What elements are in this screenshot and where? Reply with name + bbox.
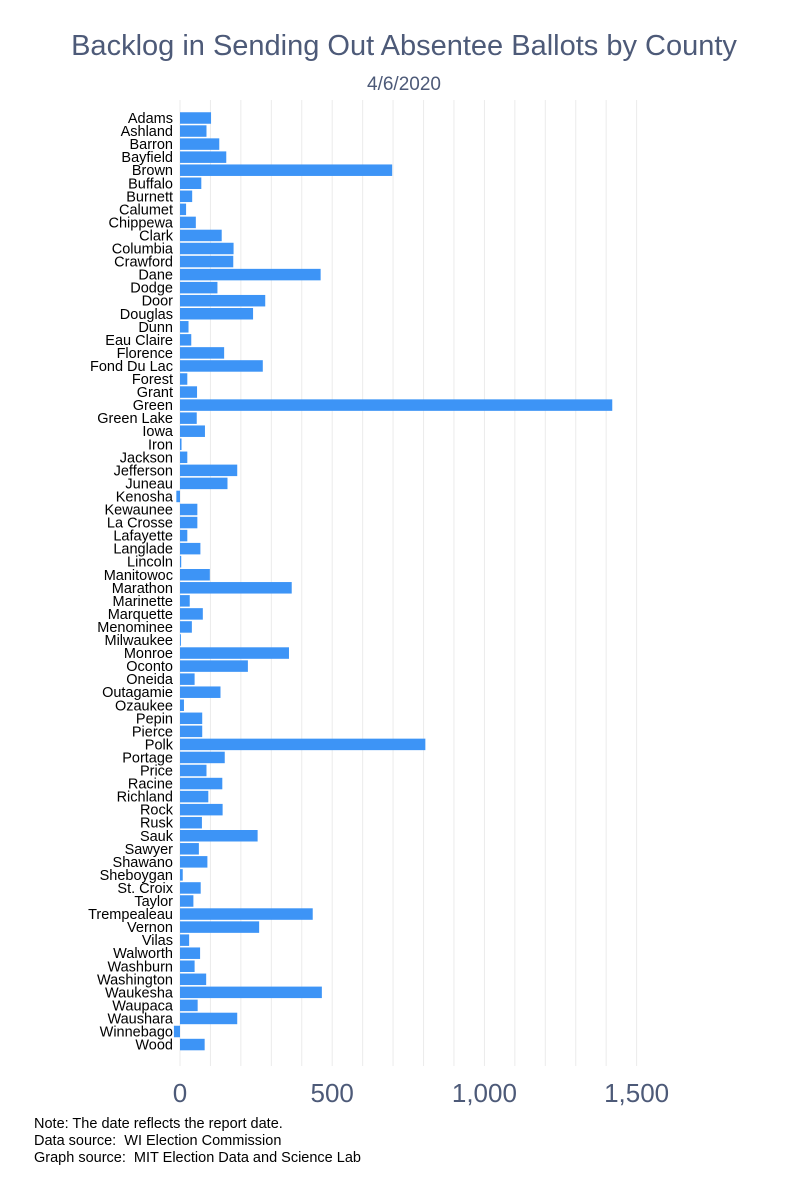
bar [180, 713, 202, 725]
bar [180, 700, 184, 712]
category-label: Marinette [112, 593, 173, 610]
bar [180, 921, 259, 933]
bar [180, 334, 191, 346]
bar [180, 673, 195, 685]
bar [180, 765, 206, 777]
bar [180, 360, 263, 372]
bar [180, 1013, 237, 1024]
bar [180, 439, 182, 451]
category-label: Burnett [126, 189, 173, 206]
bar [180, 256, 233, 267]
bar [180, 869, 183, 881]
bar [180, 373, 187, 385]
category-label: Vernon [127, 920, 173, 937]
bar [180, 974, 206, 986]
bar [180, 569, 210, 581]
bar [180, 452, 187, 464]
bar [180, 151, 226, 163]
category-label: Grant [136, 385, 173, 402]
bar [180, 608, 203, 620]
category-label: Lincoln [127, 554, 173, 571]
category-label: Milwaukee [104, 633, 173, 649]
x-tick-label: 1,500 [604, 1078, 670, 1108]
category-label: Trempealeau [88, 907, 173, 924]
bar [180, 399, 612, 411]
bar [180, 517, 197, 529]
bar [180, 804, 223, 816]
category-label: Waushara [107, 1011, 173, 1028]
bar [180, 478, 227, 490]
bar [180, 112, 211, 124]
bar [180, 752, 225, 764]
bar [180, 634, 181, 646]
bar [180, 504, 197, 516]
category-label: Forest [131, 372, 173, 388]
category-label: Dodge [130, 280, 173, 297]
category-label: La Crosse [106, 515, 173, 532]
bar [180, 739, 425, 751]
bar [180, 347, 224, 359]
bar [180, 191, 192, 203]
bar [180, 726, 202, 738]
category-label: Lafayette [113, 528, 173, 545]
category-label: Door [141, 293, 173, 310]
bar [180, 882, 201, 894]
category-label: Menominee [97, 619, 173, 636]
bar [180, 621, 192, 633]
bar [180, 282, 217, 294]
category-label: Sawyer [124, 841, 173, 858]
category-label: Portage [122, 750, 173, 767]
category-label: Dunn [138, 319, 173, 336]
category-label: Bayfield [121, 150, 173, 167]
bar [180, 425, 205, 437]
bar [180, 817, 202, 829]
category-label: Pierce [131, 724, 173, 741]
category-label: Jackson [119, 450, 173, 467]
bar [180, 556, 181, 568]
category-label: Oconto [126, 659, 173, 676]
bar [180, 908, 313, 920]
bar [180, 138, 219, 150]
bar [174, 1026, 180, 1038]
category-label: Monroe [123, 646, 173, 663]
category-label: Winnebago [99, 1024, 173, 1041]
bar [180, 660, 248, 672]
bar [180, 686, 220, 698]
category-label: Douglas [119, 306, 173, 323]
category-label: Iron [148, 437, 173, 454]
category-label: Outagamie [102, 685, 173, 702]
category-label: Green Lake [97, 411, 173, 428]
category-label: Kenosha [115, 489, 173, 506]
category-label: Manitowoc [103, 567, 173, 584]
category-label: Oneida [126, 672, 173, 689]
category-label: Rock [139, 802, 173, 819]
category-label: Washington [96, 972, 173, 989]
category-label: Barron [129, 137, 173, 154]
bar [180, 843, 199, 855]
category-label: Walworth [113, 946, 173, 963]
bar [180, 1000, 198, 1012]
category-label: Florence [116, 345, 173, 362]
category-label: Richland [116, 789, 173, 806]
category-label: Waupaca [112, 998, 173, 1015]
category-label: Sauk [139, 828, 173, 845]
category-label: Wood [135, 1037, 173, 1054]
bar [180, 386, 197, 398]
bar [180, 243, 234, 255]
x-tick-label: 1,000 [451, 1078, 517, 1108]
bar [180, 530, 187, 542]
bar [176, 491, 180, 503]
graph-source-line: Graph source: MIT Election Data and Science Lab [34, 1150, 361, 1166]
bar [180, 595, 190, 607]
note-line: Note: The date reflects the report date. [34, 1116, 283, 1132]
category-label: Shawano [112, 854, 173, 871]
bar [180, 164, 392, 176]
category-label: Brown [131, 163, 173, 180]
footnotes [34, 1116, 361, 1167]
category-label: Juneau [125, 476, 173, 493]
category-label: Clark [139, 228, 173, 245]
bar [180, 230, 222, 242]
category-label: St. Croix [117, 880, 173, 897]
category-label: Crawford [114, 254, 173, 271]
bar [180, 791, 208, 803]
category-label: Fond Du Lac [89, 358, 173, 375]
category-label: Marquette [107, 606, 173, 623]
bar [180, 947, 200, 959]
x-tick-label: 0 [172, 1078, 188, 1108]
bar [180, 830, 258, 842]
category-label: Iowa [142, 424, 173, 441]
bar [180, 934, 189, 946]
category-label: Columbia [111, 241, 173, 258]
bar [180, 295, 265, 307]
category-label: Calumet [119, 202, 173, 219]
category-label: Kewaunee [104, 502, 173, 519]
chart-title: Backlog in Sending Out Absentee Ballots by County [71, 30, 737, 62]
bar [180, 582, 292, 594]
category-label: Ozaukee [114, 698, 173, 715]
x-tick-label: 500 [310, 1078, 354, 1108]
bar [180, 178, 201, 190]
category-label: Buffalo [128, 176, 173, 193]
chart-subtitle: 4/6/2020 [367, 74, 441, 95]
category-label: Ashland [120, 124, 173, 141]
bar [180, 856, 207, 868]
category-label: Racine [127, 776, 173, 793]
bar [180, 1039, 205, 1051]
category-label: Chippewa [108, 215, 173, 232]
bar [180, 269, 321, 281]
bar [180, 125, 206, 137]
bar [180, 412, 197, 424]
bar [180, 543, 200, 555]
bar [180, 987, 322, 999]
category-label: Polk [144, 737, 173, 754]
bar [180, 465, 237, 477]
category-label: Waukesha [105, 985, 173, 1002]
category-label: Green [132, 398, 173, 415]
bar [180, 895, 193, 907]
category-label: Jefferson [113, 463, 173, 480]
bar [180, 217, 196, 229]
bar [180, 321, 189, 333]
category-label: Marathon [111, 580, 173, 597]
bar [180, 308, 253, 320]
category-label: Pepin [135, 711, 173, 728]
bar [180, 647, 289, 659]
category-label: Price [139, 763, 173, 780]
category-label: Eau Claire [105, 332, 173, 349]
category-label: Adams [127, 111, 173, 127]
bar [180, 204, 186, 216]
bar [180, 961, 195, 973]
bar [180, 778, 222, 790]
category-label: Langlade [113, 541, 173, 558]
data-source-line: Data source: WI Election Commission [34, 1133, 282, 1149]
category-label: Washburn [107, 959, 173, 976]
category-label: Vilas [141, 933, 173, 950]
category-label: Dane [138, 267, 173, 284]
category-label: Taylor [134, 894, 173, 910]
category-label: Rusk [139, 815, 173, 832]
category-label: Sheboygan [99, 867, 173, 884]
